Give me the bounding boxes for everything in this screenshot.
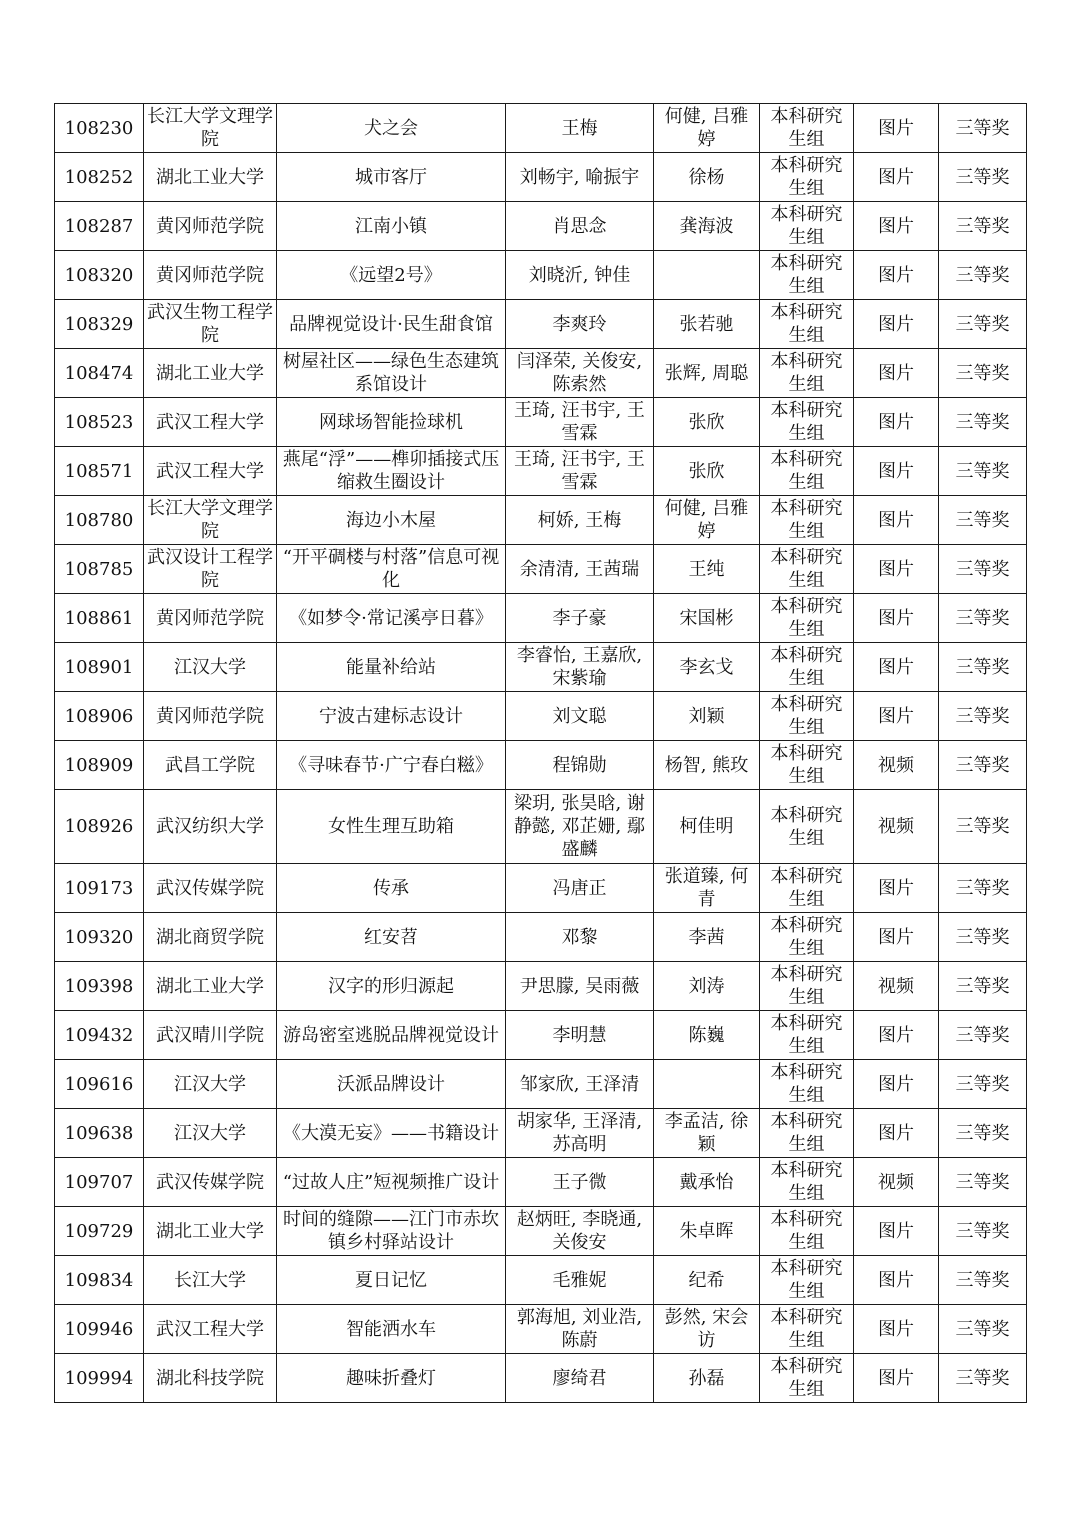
work-title-cell: 江南小镇 — [277, 202, 506, 251]
table-row — [55, 643, 1027, 692]
award-cell: 三等奖 — [939, 300, 1027, 349]
entry-id-cell: 109432 — [55, 1011, 144, 1060]
table-row — [55, 1109, 1027, 1158]
work-title-cell: 能量补给站 — [277, 643, 506, 692]
advisors-cell: 朱卓晖 — [654, 1207, 760, 1256]
work-type-cell: 图片 — [854, 864, 939, 913]
awards-table-body — [55, 104, 1027, 1403]
group-cell: 本科研究生组 — [760, 1207, 854, 1256]
authors-cell: 郭海旭, 刘业浩, 陈蔚 — [506, 1305, 654, 1354]
authors-cell: 余清清, 王茜瑞 — [506, 545, 654, 594]
work-title-cell: 游岛密室逃脱品牌视觉设计 — [277, 1011, 506, 1060]
table-row — [55, 741, 1027, 790]
work-type-cell: 图片 — [854, 545, 939, 594]
table-row — [55, 398, 1027, 447]
work-type-cell: 图片 — [854, 104, 939, 153]
work-title-cell: 《如梦令·常记溪亭日暮》 — [277, 594, 506, 643]
group-cell: 本科研究生组 — [760, 202, 854, 251]
entry-id-cell: 108230 — [55, 104, 144, 153]
work-type-cell: 视频 — [854, 790, 939, 864]
authors-cell: 尹思朦, 吴雨薇 — [506, 962, 654, 1011]
group-cell: 本科研究生组 — [760, 864, 854, 913]
award-cell: 三等奖 — [939, 251, 1027, 300]
entry-id-cell: 109994 — [55, 1354, 144, 1403]
school-cell: 湖北工业大学 — [144, 153, 277, 202]
award-cell: 三等奖 — [939, 1256, 1027, 1305]
work-title-cell: 宁波古建标志设计 — [277, 692, 506, 741]
award-cell: 三等奖 — [939, 1109, 1027, 1158]
award-cell: 三等奖 — [939, 545, 1027, 594]
table-row — [55, 1256, 1027, 1305]
work-title-cell: 《大漠无妄》——书籍设计 — [277, 1109, 506, 1158]
award-cell: 三等奖 — [939, 594, 1027, 643]
table-row — [55, 1158, 1027, 1207]
group-cell: 本科研究生组 — [760, 251, 854, 300]
authors-cell: 梁玥, 张昊晗, 谢静懿, 邓芷姗, 鄢盛麟 — [506, 790, 654, 864]
group-cell: 本科研究生组 — [760, 447, 854, 496]
work-type-cell: 图片 — [854, 913, 939, 962]
entry-id-cell: 109729 — [55, 1207, 144, 1256]
school-cell: 武汉生物工程学院 — [144, 300, 277, 349]
group-cell: 本科研究生组 — [760, 496, 854, 545]
group-cell: 本科研究生组 — [760, 913, 854, 962]
work-type-cell: 图片 — [854, 1354, 939, 1403]
advisors-cell: 张欣 — [654, 398, 760, 447]
group-cell: 本科研究生组 — [760, 104, 854, 153]
work-type-cell: 图片 — [854, 594, 939, 643]
advisors-cell: 李孟洁, 徐颖 — [654, 1109, 760, 1158]
work-type-cell: 视频 — [854, 962, 939, 1011]
work-type-cell: 图片 — [854, 1109, 939, 1158]
school-cell: 武汉纺织大学 — [144, 790, 277, 864]
award-cell: 三等奖 — [939, 1011, 1027, 1060]
authors-cell: 赵炳旺, 李晓通, 关俊安 — [506, 1207, 654, 1256]
work-title-cell: 海边小木屋 — [277, 496, 506, 545]
entry-id-cell: 108474 — [55, 349, 144, 398]
authors-cell: 李明慧 — [506, 1011, 654, 1060]
work-title-cell: 品牌视觉设计·民生甜食馆 — [277, 300, 506, 349]
work-title-cell: 燕尾“浮”——榫卯插接式压缩救生圈设计 — [277, 447, 506, 496]
school-cell: 湖北工业大学 — [144, 962, 277, 1011]
authors-cell: 王琦, 汪书宇, 王雪霖 — [506, 447, 654, 496]
work-type-cell: 图片 — [854, 398, 939, 447]
authors-cell: 毛雅妮 — [506, 1256, 654, 1305]
authors-cell: 廖绮君 — [506, 1354, 654, 1403]
award-cell: 三等奖 — [939, 692, 1027, 741]
work-title-cell: 《寻味春节·广宁春白糍》 — [277, 741, 506, 790]
award-cell: 三等奖 — [939, 962, 1027, 1011]
group-cell: 本科研究生组 — [760, 300, 854, 349]
work-title-cell: 红安苕 — [277, 913, 506, 962]
entry-id-cell: 109616 — [55, 1060, 144, 1109]
work-title-cell: 智能洒水车 — [277, 1305, 506, 1354]
work-title-cell: 夏日记忆 — [277, 1256, 506, 1305]
work-type-cell: 视频 — [854, 1158, 939, 1207]
table-row — [55, 349, 1027, 398]
group-cell: 本科研究生组 — [760, 1060, 854, 1109]
entry-id-cell: 108906 — [55, 692, 144, 741]
entry-id-cell: 108329 — [55, 300, 144, 349]
award-cell: 三等奖 — [939, 643, 1027, 692]
school-cell: 长江大学 — [144, 1256, 277, 1305]
entry-id-cell: 109320 — [55, 913, 144, 962]
table-row — [55, 1011, 1027, 1060]
authors-cell: 胡家华, 王泽清, 苏高明 — [506, 1109, 654, 1158]
group-cell: 本科研究生组 — [760, 1109, 854, 1158]
work-type-cell: 图片 — [854, 349, 939, 398]
advisors-cell: 彭然, 宋会访 — [654, 1305, 760, 1354]
work-title-cell: 女性生理互助箱 — [277, 790, 506, 864]
school-cell: 江汉大学 — [144, 643, 277, 692]
school-cell: 湖北工业大学 — [144, 1207, 277, 1256]
table-row — [55, 1305, 1027, 1354]
school-cell: 武汉工程大学 — [144, 398, 277, 447]
authors-cell: 邓黎 — [506, 913, 654, 962]
school-cell: 武汉工程大学 — [144, 447, 277, 496]
group-cell: 本科研究生组 — [760, 962, 854, 1011]
advisors-cell: 何健, 吕雅婷 — [654, 496, 760, 545]
table-row — [55, 1060, 1027, 1109]
award-cell: 三等奖 — [939, 104, 1027, 153]
school-cell: 黄冈师范学院 — [144, 202, 277, 251]
work-title-cell: 时间的缝隙——江门市赤坎镇乡村驿站设计 — [277, 1207, 506, 1256]
school-cell: 武汉传媒学院 — [144, 1158, 277, 1207]
work-type-cell: 图片 — [854, 692, 939, 741]
work-title-cell: 沃派品牌设计 — [277, 1060, 506, 1109]
entry-id-cell: 108523 — [55, 398, 144, 447]
entry-id-cell: 108785 — [55, 545, 144, 594]
work-type-cell: 图片 — [854, 1256, 939, 1305]
school-cell: 湖北科技学院 — [144, 1354, 277, 1403]
entry-id-cell: 109398 — [55, 962, 144, 1011]
authors-cell: 王子微 — [506, 1158, 654, 1207]
work-type-cell: 图片 — [854, 1305, 939, 1354]
advisors-cell: 龚海波 — [654, 202, 760, 251]
awards-table — [54, 103, 1027, 1403]
group-cell: 本科研究生组 — [760, 790, 854, 864]
work-title-cell: 城市客厅 — [277, 153, 506, 202]
award-cell: 三等奖 — [939, 790, 1027, 864]
advisors-cell: 柯佳明 — [654, 790, 760, 864]
table-row — [55, 962, 1027, 1011]
award-cell: 三等奖 — [939, 496, 1027, 545]
advisors-cell: 孙磊 — [654, 1354, 760, 1403]
award-cell: 三等奖 — [939, 153, 1027, 202]
work-title-cell: 《远望2号》 — [277, 251, 506, 300]
table-row — [55, 913, 1027, 962]
work-type-cell: 视频 — [854, 741, 939, 790]
entry-id-cell: 109638 — [55, 1109, 144, 1158]
school-cell: 武汉设计工程学院 — [144, 545, 277, 594]
authors-cell: 刘文聪 — [506, 692, 654, 741]
group-cell: 本科研究生组 — [760, 1354, 854, 1403]
table-row — [55, 692, 1027, 741]
school-cell: 江汉大学 — [144, 1109, 277, 1158]
advisors-cell: 张辉, 周聪 — [654, 349, 760, 398]
award-cell: 三等奖 — [939, 447, 1027, 496]
school-cell: 黄冈师范学院 — [144, 251, 277, 300]
award-cell: 三等奖 — [939, 741, 1027, 790]
advisors-cell: 杨智, 熊玫 — [654, 741, 760, 790]
authors-cell: 闫泽荣, 关俊安, 陈索然 — [506, 349, 654, 398]
advisors-cell — [654, 251, 760, 300]
entry-id-cell: 108320 — [55, 251, 144, 300]
advisors-cell — [654, 1060, 760, 1109]
table-row — [55, 300, 1027, 349]
table-row — [55, 496, 1027, 545]
work-title-cell: “开平碉楼与村落”信息可视化 — [277, 545, 506, 594]
group-cell: 本科研究生组 — [760, 1011, 854, 1060]
advisors-cell: 徐杨 — [654, 153, 760, 202]
advisors-cell: 张若驰 — [654, 300, 760, 349]
entry-id-cell: 108909 — [55, 741, 144, 790]
award-cell: 三等奖 — [939, 913, 1027, 962]
authors-cell: 柯娇, 王梅 — [506, 496, 654, 545]
advisors-cell: 刘颖 — [654, 692, 760, 741]
work-type-cell: 图片 — [854, 1011, 939, 1060]
school-cell: 武昌工学院 — [144, 741, 277, 790]
advisors-cell: 李玄戈 — [654, 643, 760, 692]
entry-id-cell: 109834 — [55, 1256, 144, 1305]
work-title-cell: “过故人庄”短视频推广设计 — [277, 1158, 506, 1207]
work-title-cell: 传承 — [277, 864, 506, 913]
group-cell: 本科研究生组 — [760, 398, 854, 447]
advisors-cell: 纪希 — [654, 1256, 760, 1305]
award-cell: 三等奖 — [939, 398, 1027, 447]
work-title-cell: 趣味折叠灯 — [277, 1354, 506, 1403]
group-cell: 本科研究生组 — [760, 1256, 854, 1305]
group-cell: 本科研究生组 — [760, 594, 854, 643]
table-row — [55, 153, 1027, 202]
authors-cell: 李爽玲 — [506, 300, 654, 349]
school-cell: 武汉工程大学 — [144, 1305, 277, 1354]
authors-cell: 刘畅宇, 喻振宇 — [506, 153, 654, 202]
authors-cell: 程锦勋 — [506, 741, 654, 790]
table-row — [55, 104, 1027, 153]
authors-cell: 王梅 — [506, 104, 654, 153]
table-row — [55, 864, 1027, 913]
entry-id-cell: 108861 — [55, 594, 144, 643]
entry-id-cell: 108252 — [55, 153, 144, 202]
work-type-cell: 图片 — [854, 251, 939, 300]
school-cell: 黄冈师范学院 — [144, 692, 277, 741]
table-row — [55, 251, 1027, 300]
authors-cell: 李睿怡, 王嘉欣, 宋紫瑜 — [506, 643, 654, 692]
authors-cell: 刘晓沂, 钟佳 — [506, 251, 654, 300]
group-cell: 本科研究生组 — [760, 1158, 854, 1207]
school-cell: 长江大学文理学院 — [144, 104, 277, 153]
entry-id-cell: 108571 — [55, 447, 144, 496]
table-row — [55, 202, 1027, 251]
work-type-cell: 图片 — [854, 300, 939, 349]
authors-cell: 肖思念 — [506, 202, 654, 251]
work-type-cell: 图片 — [854, 643, 939, 692]
work-type-cell: 图片 — [854, 496, 939, 545]
work-type-cell: 图片 — [854, 202, 939, 251]
award-cell: 三等奖 — [939, 864, 1027, 913]
school-cell: 江汉大学 — [144, 1060, 277, 1109]
award-cell: 三等奖 — [939, 1305, 1027, 1354]
table-row — [55, 790, 1027, 864]
school-cell: 黄冈师范学院 — [144, 594, 277, 643]
advisors-cell: 戴承怡 — [654, 1158, 760, 1207]
table-row — [55, 1354, 1027, 1403]
work-type-cell: 图片 — [854, 1207, 939, 1256]
authors-cell: 冯唐正 — [506, 864, 654, 913]
work-title-cell: 汉字的形归源起 — [277, 962, 506, 1011]
group-cell: 本科研究生组 — [760, 545, 854, 594]
school-cell: 武汉晴川学院 — [144, 1011, 277, 1060]
entry-id-cell: 108780 — [55, 496, 144, 545]
entry-id-cell: 109707 — [55, 1158, 144, 1207]
authors-cell: 邹家欣, 王泽清 — [506, 1060, 654, 1109]
group-cell: 本科研究生组 — [760, 643, 854, 692]
table-row — [55, 594, 1027, 643]
award-cell: 三等奖 — [939, 1354, 1027, 1403]
award-cell: 三等奖 — [939, 1207, 1027, 1256]
table-row — [55, 545, 1027, 594]
award-cell: 三等奖 — [939, 202, 1027, 251]
work-type-cell: 图片 — [854, 447, 939, 496]
entry-id-cell: 108901 — [55, 643, 144, 692]
group-cell: 本科研究生组 — [760, 153, 854, 202]
authors-cell: 王琦, 汪书宇, 王雪霖 — [506, 398, 654, 447]
advisors-cell: 何健, 吕雅婷 — [654, 104, 760, 153]
award-cell: 三等奖 — [939, 349, 1027, 398]
award-cell: 三等奖 — [939, 1158, 1027, 1207]
group-cell: 本科研究生组 — [760, 349, 854, 398]
entry-id-cell: 108926 — [55, 790, 144, 864]
work-title-cell: 网球场智能捡球机 — [277, 398, 506, 447]
school-cell: 长江大学文理学院 — [144, 496, 277, 545]
advisors-cell: 张道臻, 何青 — [654, 864, 760, 913]
entry-id-cell: 109173 — [55, 864, 144, 913]
authors-cell: 李子豪 — [506, 594, 654, 643]
advisors-cell: 陈巍 — [654, 1011, 760, 1060]
work-type-cell: 图片 — [854, 1060, 939, 1109]
table-row — [55, 1207, 1027, 1256]
entry-id-cell: 108287 — [55, 202, 144, 251]
group-cell: 本科研究生组 — [760, 692, 854, 741]
advisors-cell: 宋国彬 — [654, 594, 760, 643]
work-title-cell: 犬之会 — [277, 104, 506, 153]
school-cell: 湖北商贸学院 — [144, 913, 277, 962]
school-cell: 武汉传媒学院 — [144, 864, 277, 913]
advisors-cell: 王纯 — [654, 545, 760, 594]
work-type-cell: 图片 — [854, 153, 939, 202]
table-row — [55, 447, 1027, 496]
group-cell: 本科研究生组 — [760, 741, 854, 790]
entry-id-cell: 109946 — [55, 1305, 144, 1354]
school-cell: 湖北工业大学 — [144, 349, 277, 398]
advisors-cell: 李茜 — [654, 913, 760, 962]
advisors-cell: 张欣 — [654, 447, 760, 496]
award-cell: 三等奖 — [939, 1060, 1027, 1109]
work-title-cell: 树屋社区——绿色生态建筑系馆设计 — [277, 349, 506, 398]
advisors-cell: 刘涛 — [654, 962, 760, 1011]
group-cell: 本科研究生组 — [760, 1305, 854, 1354]
